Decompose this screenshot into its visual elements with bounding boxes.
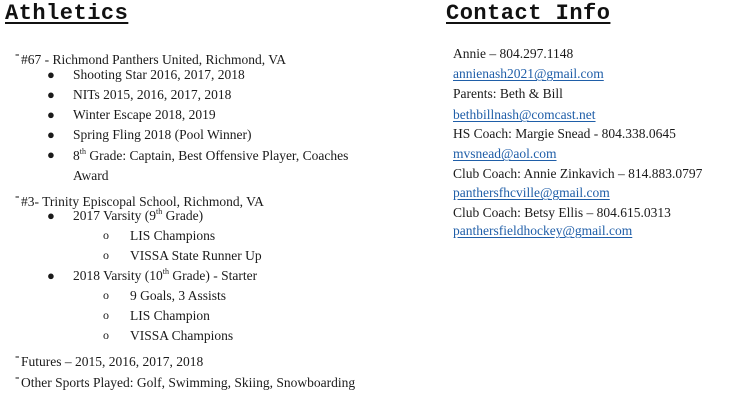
varsity-2017-grade: Grade) [162,208,204,223]
award-grade-number: 8 [73,148,80,163]
award-text-continued: Award [73,168,109,183]
other-sports-text: Other Sports Played: Golf, Swimming, Skiing, Snowboarding [21,375,356,390]
contact-club-coach-2: Club Coach: Betsy Ellis – 804.615.0313 [453,205,671,220]
team2-header-text: #3- Trinity Episcopal School, Richmond, VA [21,194,264,209]
contact-club-coach-2-email-link[interactable]: panthersfieldhockey@gmail.com [453,223,633,238]
bullet-icon: ● [47,208,55,223]
dash-marker: - [15,46,20,61]
contact-annie-phone: Annie – 804.297.1148 [453,46,574,61]
sub-list-item: 9 Goals, 3 Assists [130,288,227,303]
contact-annie-email-link[interactable]: annienash2021@gmail.com [453,66,604,81]
list-item: NITs 2015, 2016, 2017, 2018 [73,87,232,102]
dash-marker: - [15,369,20,384]
list-item: Shooting Star 2016, 2017, 2018 [73,67,245,82]
sub-bullet-icon: o [103,308,109,322]
award-grade-ordinal: th [79,146,86,156]
grade-ordinal: th [156,206,163,216]
sub-bullet-icon: o [103,248,109,262]
varsity-2018-grade: Grade) - Starter [168,268,258,283]
sub-bullet-icon: o [103,328,109,342]
team1-header-text: #67 - Richmond Panthers United, Richmond, VA [21,52,286,67]
sub-list-item: VISSA State Runner Up [130,248,262,263]
dash-marker: - [15,188,20,203]
sub-list-item: LIS Champion [130,308,210,323]
list-item: Spring Fling 2018 (Pool Winner) [73,127,252,142]
bullet-icon: ● [47,268,55,283]
award-text: Grade: Captain, Best Offensive Player, Coaches [85,148,349,163]
contact-parents: Parents: Beth & Bill [453,86,563,101]
list-item: Winter Escape 2018, 2019 [73,107,216,122]
dash-marker: - [15,348,20,363]
list-item-award [73,146,348,166]
futures-text: Futures – 2015, 2016, 2017, 2018 [21,354,204,369]
varsity-2017 [73,206,203,226]
bullet-icon: ● [47,87,55,102]
sub-list-item: VISSA Champions [130,328,234,343]
varsity-2018-text: 2018 Varsity (10 [73,268,163,283]
contact-hs-coach: HS Coach: Margie Snead - 804.338.0645 [453,126,676,141]
varsity-2017-text: 2017 Varsity (9 [73,208,156,223]
other-sports-line [15,367,355,393]
bullet-icon: ● [47,147,55,162]
sub-list-item: LIS Champions [130,228,216,243]
athletics-heading: Athletics [5,1,129,26]
contact-hs-coach-email-link[interactable]: mvsnead@aol.com [453,146,557,161]
bullet-icon: ● [47,107,55,122]
bullet-icon: ● [47,127,55,142]
varsity-2018 [73,266,257,286]
contact-club-coach-1-email-link[interactable]: panthersfhcville@gmail.com [453,185,610,200]
grade-ordinal: th [162,266,169,276]
contact-club-coach-1: Club Coach: Annie Zinkavich – 814.883.0797 [453,166,703,181]
contact-parents-email-link[interactable]: bethbillnash@comcast.net [453,107,596,122]
bullet-icon: ● [47,67,55,82]
contact-info-heading: Contact Info [446,1,611,26]
sub-bullet-icon: o [103,228,109,242]
sub-bullet-icon: o [103,288,109,302]
